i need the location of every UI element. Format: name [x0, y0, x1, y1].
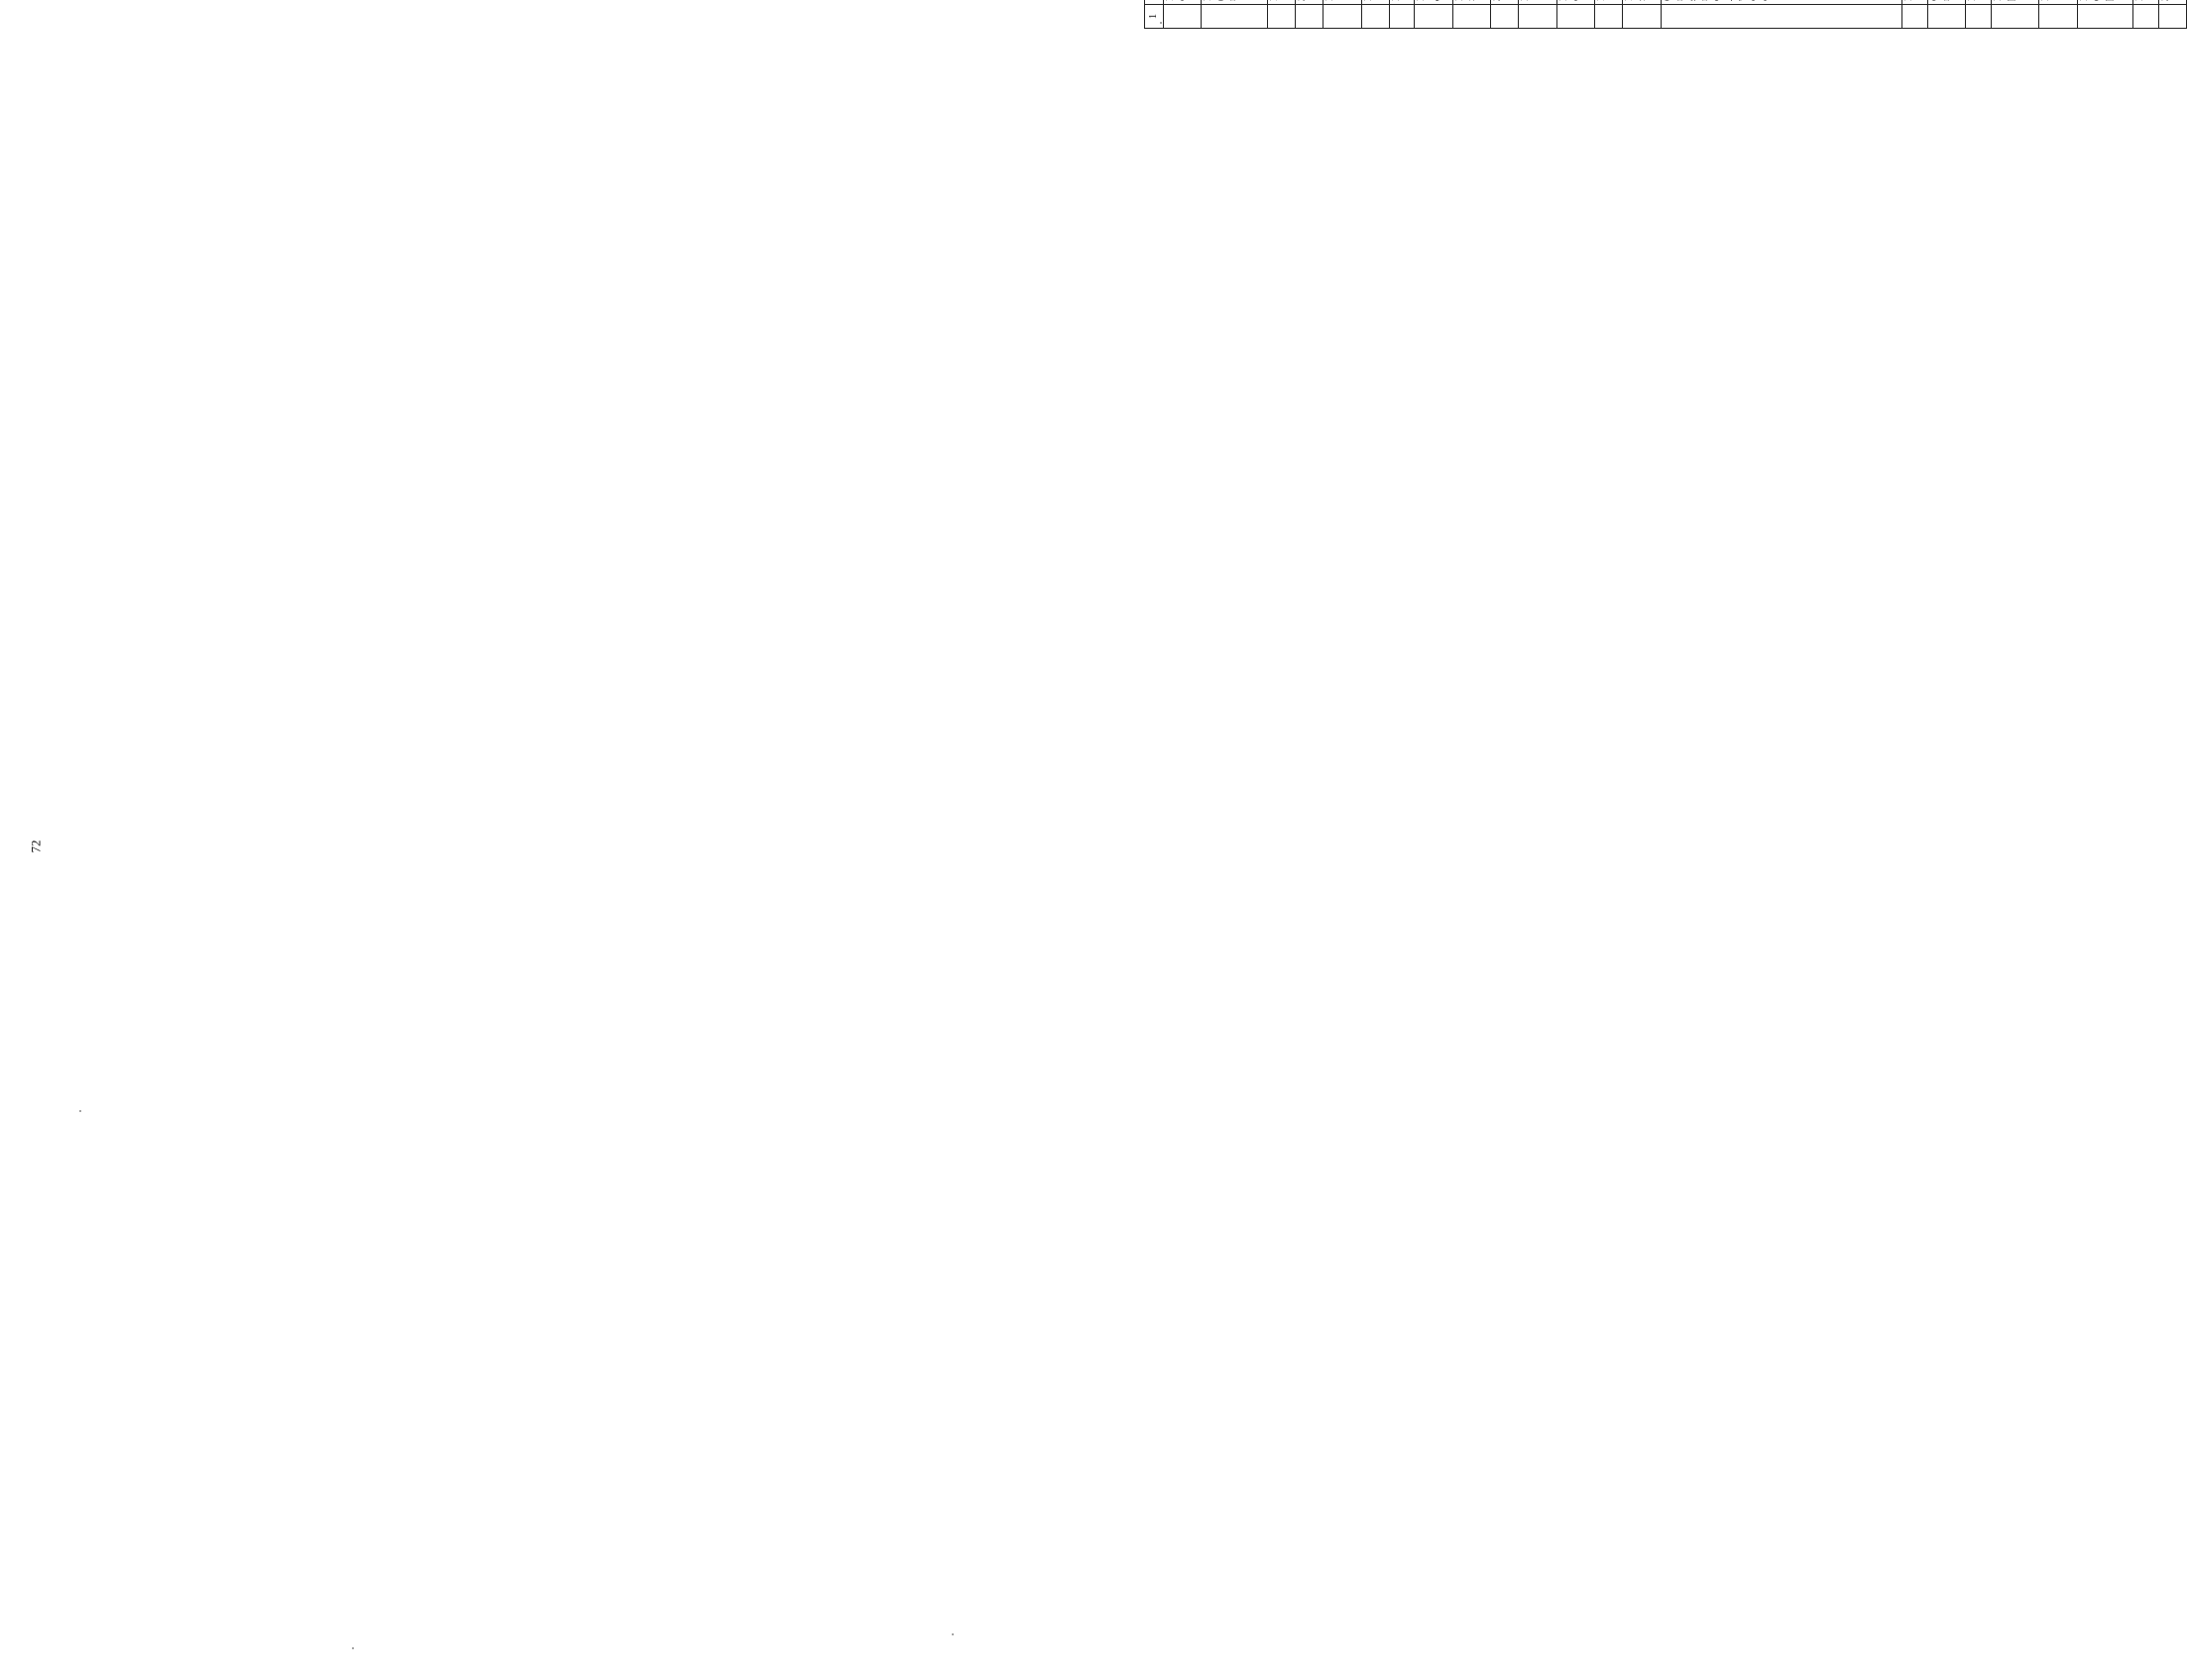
- row-name-cell: [1991, 0, 2039, 5]
- table-row: [1296, 0, 1324, 29]
- row-name-cell: [1361, 0, 1389, 5]
- row-name-cell: [2158, 0, 2186, 5]
- row-name-cell: [1202, 0, 1268, 5]
- table-row: [1902, 0, 1928, 29]
- row-number-cell: [1927, 5, 1965, 29]
- row-number-cell: [1389, 5, 1415, 29]
- table-row: [2133, 0, 2159, 29]
- row-number-cell: [1966, 5, 1992, 29]
- table-body: [1164, 0, 2187, 29]
- table-row: [1623, 0, 1661, 29]
- row-name-cell: [2133, 0, 2159, 5]
- col-header: [1145, 0, 1164, 5]
- row-number-cell: [1202, 5, 1268, 29]
- table-row: [1661, 0, 1901, 29]
- table-row: [1966, 0, 1992, 29]
- row-number-cell: [2039, 5, 2077, 29]
- table-row: [1519, 0, 1556, 29]
- table-row: [1991, 0, 2039, 29]
- row-number-cell: [1267, 5, 1295, 29]
- row-number-cell: [1324, 5, 1361, 29]
- page-number: 72: [28, 840, 44, 853]
- row-number-cell: [1519, 5, 1556, 29]
- scan-speck: [79, 1110, 81, 1112]
- row-number-cell: [1623, 5, 1661, 29]
- header-row: [1145, 0, 1164, 29]
- row-number-cell: [1661, 5, 1901, 29]
- row-name-cell: [1927, 0, 1965, 5]
- row-name-cell: [1519, 0, 1556, 5]
- row-name-cell: [1296, 0, 1324, 5]
- table-row: [1415, 0, 1452, 29]
- row-name-cell: [2039, 0, 2077, 5]
- row-number-cell: [1556, 5, 1594, 29]
- row-name-cell: [1164, 0, 1202, 5]
- row-number-cell: [1296, 5, 1324, 29]
- row-number-cell: [2077, 5, 2132, 29]
- row-name-cell: [1902, 0, 1928, 5]
- table-row: [2077, 0, 2132, 29]
- col-header: 1: [1145, 5, 1164, 29]
- table-row: [1595, 0, 1623, 29]
- table-row: [2039, 0, 2077, 29]
- row-name-cell: [1324, 0, 1361, 5]
- row-name-cell: [1491, 0, 1519, 5]
- row-number-cell: [1415, 5, 1452, 29]
- row-number-cell: [1164, 5, 1202, 29]
- row-name-cell: [1556, 0, 1594, 5]
- row-name-cell: [1595, 0, 1623, 5]
- row-name-cell: [1415, 0, 1452, 5]
- row-number-cell: [1902, 5, 1928, 29]
- table-row: [1361, 0, 1389, 29]
- table-row: [1452, 0, 1490, 29]
- row-number-cell: [1361, 5, 1389, 29]
- row-number-cell: [1491, 5, 1519, 29]
- budget-table-container: [1144, 0, 2187, 29]
- row-number-cell: [1452, 5, 1490, 29]
- table-row: [1164, 0, 1202, 29]
- table-row: [1556, 0, 1594, 29]
- table-row: [1927, 0, 1965, 29]
- table-row: [1267, 0, 1295, 29]
- row-name-cell: [1267, 0, 1295, 5]
- row-number-cell: [1991, 5, 2039, 29]
- scan-speck: [952, 1633, 954, 1635]
- row-number-cell: [2133, 5, 2159, 29]
- table-row: [1324, 0, 1361, 29]
- table-row: [2158, 0, 2186, 29]
- row-name-cell: [1623, 0, 1661, 5]
- row-number-cell: [1595, 5, 1623, 29]
- row-name-cell: [1966, 0, 1992, 5]
- row-name-cell: [1661, 0, 1901, 5]
- row-name-cell: [1389, 0, 1415, 5]
- table-row: [1389, 0, 1415, 29]
- row-name-cell: [2077, 0, 2132, 5]
- row-number-cell: [2158, 5, 2186, 29]
- scan-speck: [1160, 22, 1162, 24]
- row-name-cell: [1452, 0, 1490, 5]
- scan-speck: [352, 1647, 354, 1649]
- table-row: [1202, 0, 1268, 29]
- table-row: [1491, 0, 1519, 29]
- budget-table: [1144, 0, 2187, 29]
